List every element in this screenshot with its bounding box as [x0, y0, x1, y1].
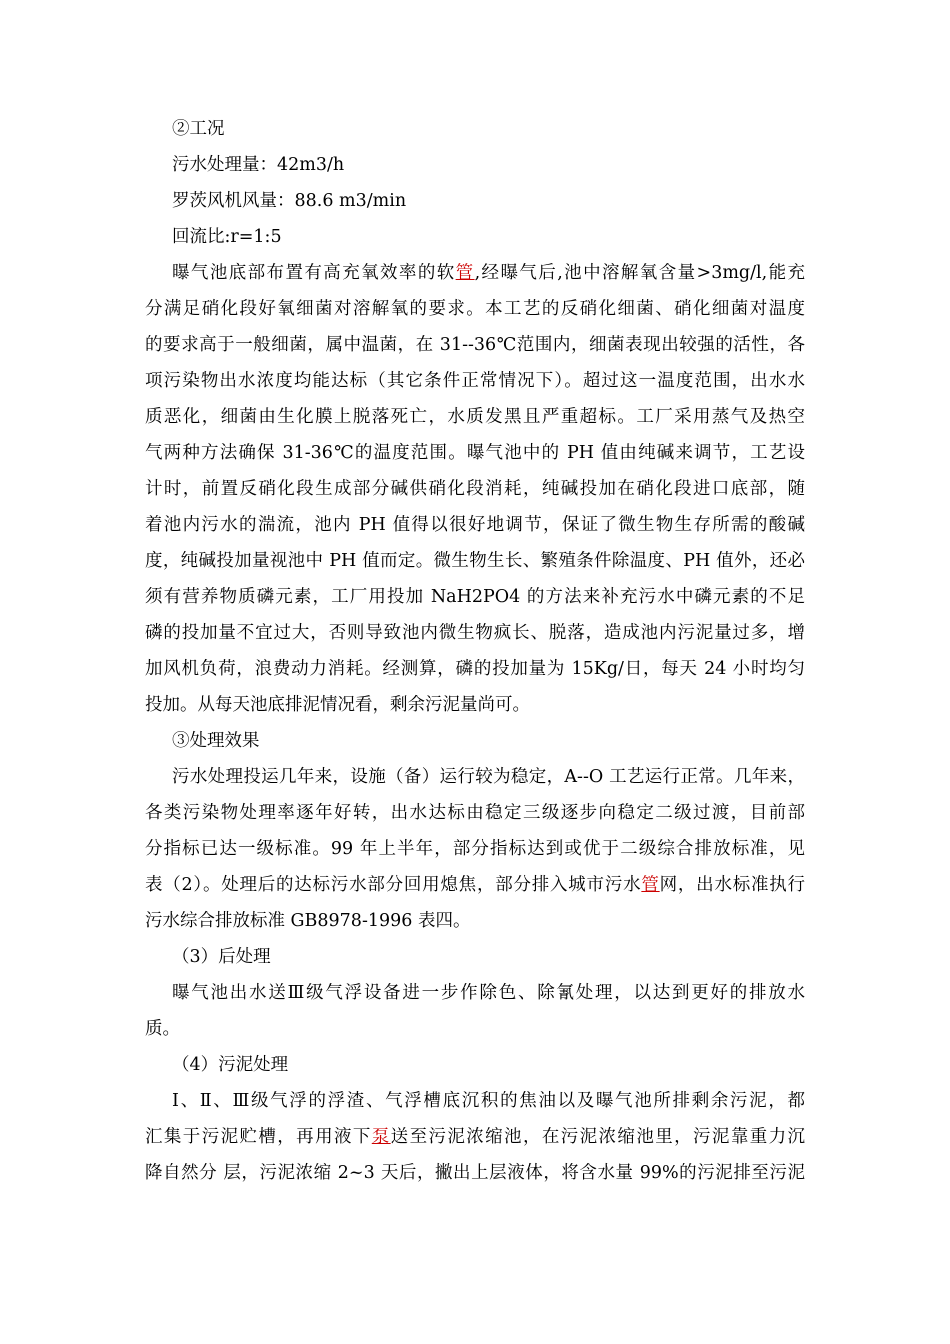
sewage-flow-text: 污水处理量：42m3/h — [172, 155, 345, 175]
paragraph-line: 的要求高于一般细菌，属中温菌，在 31--36℃范围内，细菌表现出较强的活性，各 — [145, 335, 805, 355]
section-heading-conditions: ②工况 — [172, 119, 225, 139]
pump-link[interactable]: 泵 — [371, 1127, 391, 1147]
paragraph-line: 投加。从每天池底排泥情况看，剩余污泥量尚可。 — [145, 695, 530, 715]
paragraph-line: 计时，前置反硝化段生成部分碱供硝化段消耗，纯碱投加在硝化段进口底部，随 — [145, 479, 805, 499]
blower-volume-text: 罗茨风机风量：88.6 m3/min — [172, 191, 407, 211]
section-heading-sludge: （4）污泥处理 — [172, 1055, 289, 1075]
paragraph-line: 着池内污水的湍流，池内 PH 值得以很好地调节，保证了微生物生存所需的酸碱 — [145, 515, 805, 535]
paragraph-text: 网，出水标准执行 — [659, 875, 806, 895]
paragraph-line: 分指标已达一级标准。99 年上半年，部分指标达到或优于二级综合排放标准，见 — [145, 839, 805, 859]
paragraph-line: 加风机负荷，浪费动力消耗。经测算，磷的投加量为 15Kg/日，每天 24 小时均匀 — [145, 659, 805, 679]
paragraph-line: 气两种方法确保 31-36℃的温度范围。曝气池中的 PH 值由纯碱来调节，工艺设 — [145, 443, 805, 463]
paragraph-line — [145, 873, 805, 897]
paragraph-text: 曝气池底部布置有高充氧效率的软 — [172, 263, 456, 283]
paragraph-line: 须有营养物质磷元素，工厂用投加 NaH2PO4 的方法来补充污水中磷元素的不足 — [145, 587, 805, 607]
section-heading-effect: ③处理效果 — [172, 731, 260, 751]
paragraph-line: 磷的投加量不宜过大，否则导致池内微生物疯长、脱落，造成池内污泥量过多，增 — [145, 623, 805, 643]
pipe-link[interactable]: 管 — [455, 263, 475, 283]
paragraph-line — [172, 261, 805, 285]
paragraph-line — [145, 1125, 805, 1149]
paragraph-line: 质恶化，细菌由生化膜上脱落死亡，水质发黑且严重超标。工厂采用蒸气及热空 — [145, 407, 805, 427]
paragraph-text: 汇集于污泥贮槽，再用液下 — [145, 1127, 372, 1147]
paragraph-text: 表（2）。处理后的达标污水部分回用熄焦，部分排入城市污水 — [145, 875, 642, 895]
paragraph-line: Ⅰ、Ⅱ、Ⅲ级气浮的浮渣、气浮槽底沉积的焦油以及曝气池所排剩余污泥，都 — [172, 1091, 805, 1111]
paragraph-line: 降自然分 层，污泥浓缩 2~3 天后，撇出上层液体，将含水量 99%的污泥排至污泥 — [145, 1163, 805, 1183]
paragraph-line: 污水处理投运几年来，设施（备）运行较为稳定，A--O 工艺运行正常。几年来， — [172, 767, 805, 787]
paragraph-line: 曝气池出水送Ⅲ级气浮设备进一步作除色、除氰处理，以达到更好的排放水 — [172, 983, 805, 1003]
paragraph-line: 度，纯碱投加量视池中 PH 值而定。微生物生长、繁殖条件除温度、PH 值外，还必 — [145, 551, 805, 571]
pipe-network-link[interactable]: 管 — [641, 875, 660, 895]
reflux-ratio-text: 回流比:r=1:5 — [172, 227, 282, 247]
paragraph-line: 项污染物出水浓度均能达标（其它条件正常情况下）。超过这一温度范围，出水水 — [145, 371, 805, 391]
paragraph-line: 质。 — [145, 1019, 180, 1039]
paragraph-text: 送至污泥浓缩池，在污泥浓缩池里，污泥靠重力沉 — [390, 1127, 806, 1147]
paragraph-line: 各类污染物处理率逐年好转，出水达标由稳定三级逐步向稳定二级过渡，目前部 — [145, 803, 805, 823]
paragraph-line: 污水综合排放标准 GB8978-1996 表四。 — [145, 911, 471, 931]
paragraph-text: ,经曝气后,池中溶解氧含量>3mg/l,能充 — [474, 263, 806, 283]
section-heading-post-treatment: （3）后处理 — [172, 947, 271, 967]
paragraph-line: 分满足硝化段好氧细菌对溶解氧的要求。本工艺的反硝化细菌、硝化细菌对温度 — [145, 299, 805, 319]
